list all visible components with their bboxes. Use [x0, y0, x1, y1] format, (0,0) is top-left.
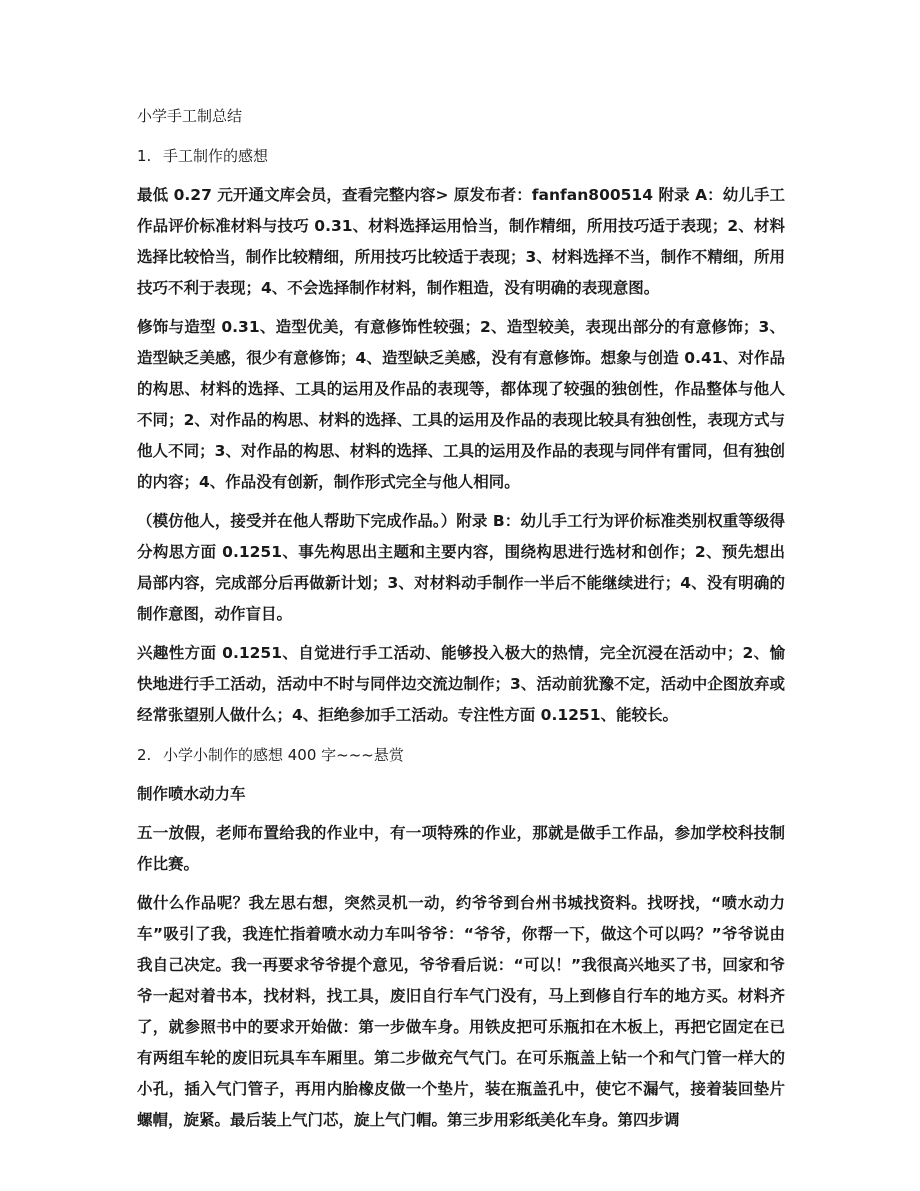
paragraph: 五一放假，老师布置给我的作业中，有一项特殊的作业，那就是做手工作品，参加学校科技制作比赛。 — [137, 824, 785, 873]
document-page — [137, 100, 785, 1144]
paragraph: 制作喷水动力车 — [137, 785, 246, 803]
paragraph: 修饰与造型 0.31、造型优美，有意修饰性较强；2、造型较美，表现出部分的有意修饰；3、造型缺乏美感，很少有意修饰；4、造型缺乏美感，没有有意修饰。想象与创造 0.41、对作品的构思、材料的选择、工具的运用及作品的表现等，都体现了较强的独创性，作品整体与他人不同；2、对作品的构思、材料的选择、工具的运用及作品的表现比较具有独创性，表现方式与他人不同；3、对作品的构思、材料的选择、工具的运用及作品的表现与同伴有雷同，但有独创的内容；4、作品没有创新，制作形式完全与他人相同。 — [137, 318, 785, 491]
section-heading-text: 小学小制作的感想 400 字~~~悬赏 — [163, 746, 404, 764]
section-heading-1 — [137, 140, 785, 172]
section-heading-2 — [137, 739, 785, 771]
paragraph: 最低 0.27 元开通文库会员，查看完整内容> 原发布者：fanfan800514 附录 A：幼儿手工作品评价标准材料与技巧 0.31、材料选择运用恰当，制作精细，所用技巧适于表现；2、材料选择比较恰当，制作比较精细，所用技巧比较适于表现；3、材料选择不当，制作不精细，所用技巧不利于表现；4、不会选择制作材料，制作粗造，没有明确的表现意图。 — [137, 186, 785, 297]
section-number: 1. — [137, 147, 152, 165]
section-heading-text: 手工制作的感想 — [163, 147, 269, 165]
paragraph: 做什么作品呢？我左思右想，突然灵机一动，约爷爷到台州书城找资料。找呀找，“喷水动力车”吸引了我，我连忙指着喷水动力车叫爷爷：“爷爷，你帮一下，做这个可以吗？”爷爷说由我自己决定。我一再要求爷爷提个意见，爷爷看后说：“可以！”我很高兴地买了书，回家和爷爷一起对着书本，找材料，找工具，废旧自行车气门没有，马上到修自行车的地方买。材料齐了，就参照书中的要求开始做：第一步做车身。用铁皮把可乐瓶扣在木板上，再把它固定在已有两组车轮的废旧玩具车车厢里。第二步做充气气门。在可乐瓶盖上钻一个和气门管一样大的小孔，插入气门管子，再用内胎橡皮做一个垫片，装在瓶盖孔中，使它不漏气，接着装回垫片螺帽，旋紧。最后装上气门芯，旋上气门帽。第三步用彩纸美化车身。第四步调 — [137, 894, 785, 1129]
paragraph: （模仿他人，接受并在他人帮助下完成作品。）附录 B：幼儿手工行为评价标准类别权重等级得分构思方面 0.1251、事先构思出主题和主要内容，围绕构思进行选材和创作；2、预先想出局部内容，完成部分后再做新计划；3、对材料动手制作一半后不能继续进行；4、没有明确的制作意图，动作盲目。 — [137, 512, 785, 623]
paragraph: 兴趣性方面 0.1251、自觉进行手工活动、能够投入极大的热情，完全沉浸在活动中；2、愉快地进行手工活动，活动中不时与同伴边交流边制作；3、活动前犹豫不定，活动中企图放弃或经常张望别人做什么；4、拒绝参加手工活动。专注性方面 0.1251、能较长。 — [137, 644, 785, 724]
document-title: 小学手工制总结 — [137, 107, 243, 125]
section-number: 2. — [137, 746, 152, 764]
